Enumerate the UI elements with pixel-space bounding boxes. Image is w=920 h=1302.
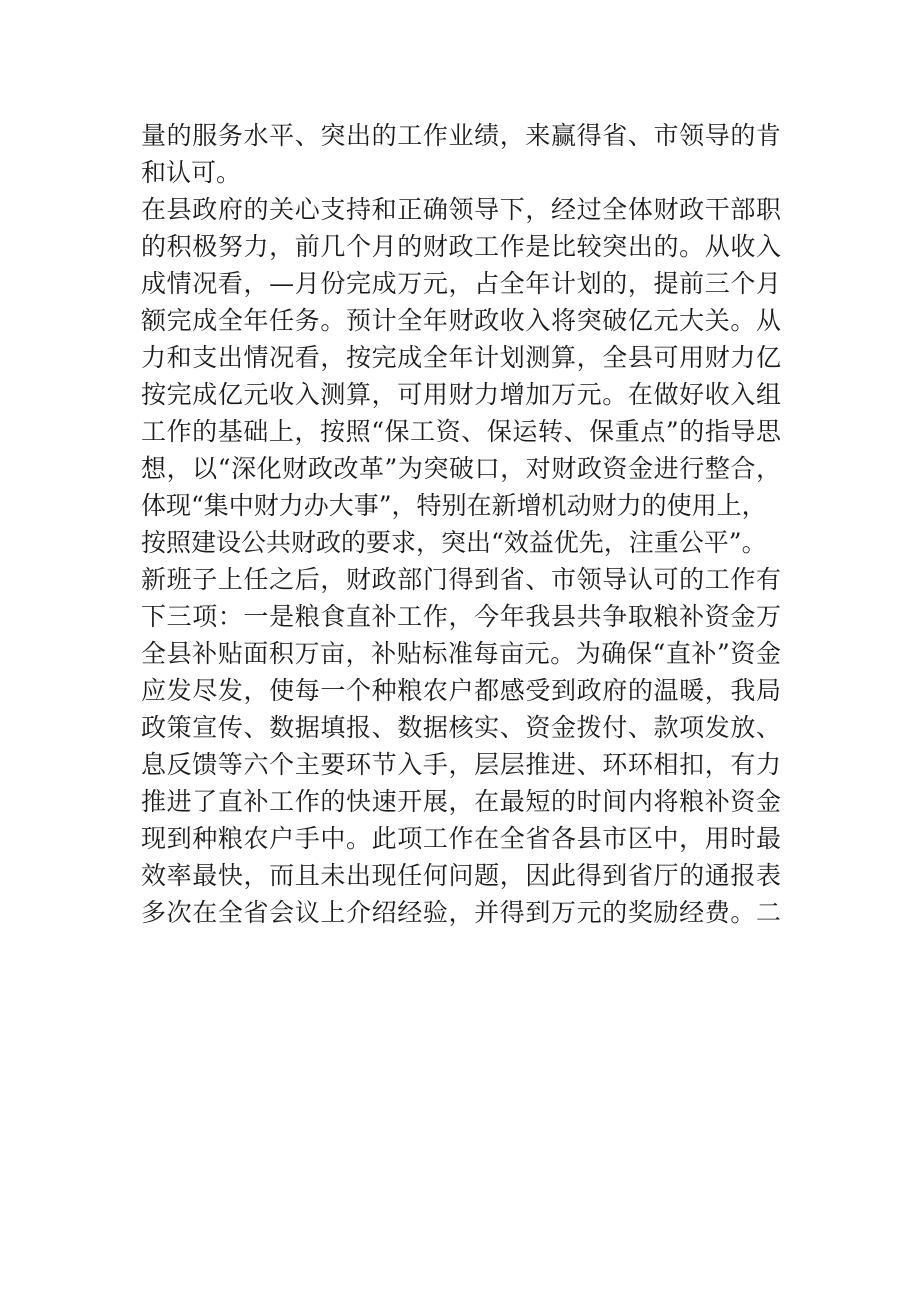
text-line: 量的服务水平、突出的工作业绩，来赢得省、市领导的肯 — [141, 121, 781, 150]
text-line: 成情况看，—月份完成万元，占全年计划的，提前三个月 — [141, 269, 781, 298]
text-line: 推进了直补工作的快速开展，在最短的时间内将粮补资金 — [141, 787, 781, 816]
text-line: 在县政府的关心支持和正确领导下，经过全体财政干部职 — [141, 195, 781, 224]
text-line: 应发尽发，使每一个种粮农户都感受到政府的温暖，我局 — [141, 676, 781, 705]
text-line: 体现“集中财力办大事”，特别在新增机动财力的使用上， — [141, 491, 767, 520]
text-line: 新班子上任之后，财政部门得到省、市领导认可的工作有 — [141, 565, 781, 594]
text-line: 现到种粮农户手中。此项工作在全省各县市区中，用时最 — [141, 824, 781, 853]
text-line: 多次在全省会议上介绍经验，并得到万元的奖励经费。二 — [141, 898, 781, 927]
document-body — [141, 117, 781, 931]
text-line: 政策宣传、数据填报、数据核实、资金拨付、款项发放、 — [141, 713, 781, 742]
text-line: 和认可。 — [141, 158, 242, 187]
text-line: 按完成亿元收入测算，可用财力增加万元。在做好收入组 — [141, 380, 781, 409]
text-line: 效率最快，而且未出现任何问题，因此得到省厅的通报表 — [141, 861, 781, 890]
text-line: 想，以“深化财政改革”为突破口，对财政资金进行整合， — [141, 454, 781, 483]
text-line: 额完成全年任务。预计全年财政收入将突破亿元大关。从 — [141, 306, 781, 335]
text-line: 工作的基础上，按照“保工资、保运转、保重点”的指导思 — [141, 417, 781, 446]
text-line: 的积极努力，前几个月的财政工作是比较突出的。从收入 — [141, 232, 781, 261]
text-line: 下三项：一是粮食直补工作，今年我县共争取粮补资金万 — [141, 602, 781, 631]
text-line: 力和支出情况看，按完成全年计划测算，全县可用财力亿 — [141, 343, 781, 372]
text-line: 息反馈等六个主要环节入手，层层推进、环环相扣，有力 — [141, 750, 781, 779]
text-line: 全县补贴面积万亩，补贴标准每亩元。为确保“直补”资金 — [141, 639, 781, 668]
text-line: 按照建设公共财政的要求，突出“效益优先，注重公平”。 — [141, 528, 767, 557]
